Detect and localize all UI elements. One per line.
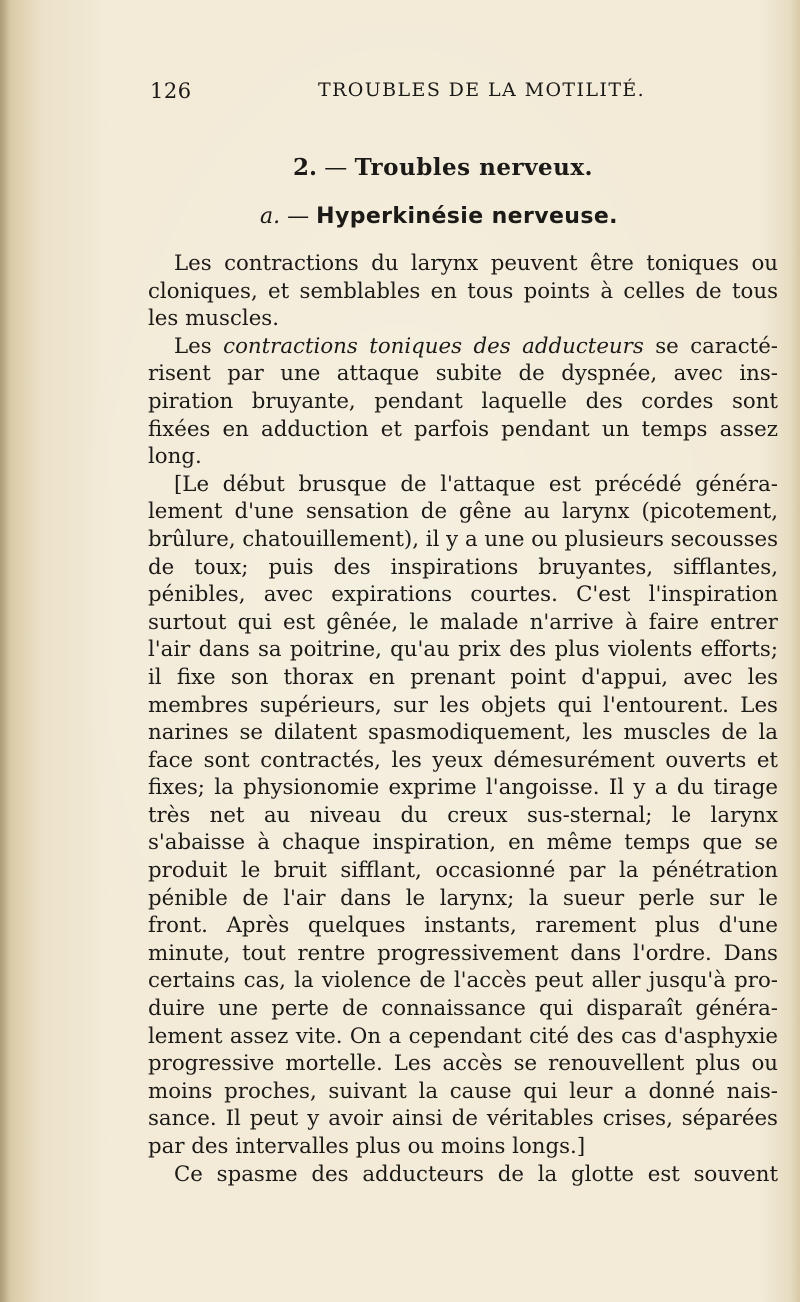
text-line: pénibles, avec expirations courtes. C'est l'inspiration	[148, 582, 778, 608]
subsection-heading	[0, 204, 800, 229]
text-line: les muscles.	[148, 306, 279, 332]
text-line: lement d'une sensation de gêne au larynx (picotement,	[148, 499, 778, 525]
text-line: progressive mortelle. Les accès se renouvellent plus ou	[148, 1051, 778, 1077]
text-line: brûlure, chatouillement), il y a une ou plusieurs secousses	[148, 526, 779, 552]
text-line: risent par une attaque subite de dyspnée, avec ins-	[148, 361, 778, 387]
text-run: Les	[174, 333, 224, 359]
text-line: surtout qui est gênée, le malade n'arrive à faire entrer	[148, 609, 778, 635]
text-line: lement assez vite. On a cependant cité des cas d'asphyxie	[148, 1023, 778, 1049]
running-head	[150, 79, 762, 109]
text-line: duire une perte de connaissance qui disparaît généra-	[148, 996, 778, 1022]
section-title: Troubles nerveux.	[354, 154, 594, 181]
text-line: [Le début brusque de l'attaque est précédé généra-	[174, 471, 778, 497]
body-text	[148, 250, 778, 1188]
text-line: moins proches, suivant la cause qui leur a donné nais-	[148, 1078, 778, 1104]
text-line: très net au niveau du creux sus-sternal; le larynx	[148, 802, 778, 828]
text-line: face sont contractés, les yeux démesurément ouverts et	[148, 747, 778, 773]
text-line: front. Après quelques instants, rarement plus d'une	[148, 913, 778, 939]
running-title: TROUBLES DE LA MOTILITÉ.	[318, 79, 646, 101]
text-line: minute, tout rentre progressivement dans l'ordre. Dans	[148, 940, 778, 966]
text-line-with-emphasis	[148, 333, 778, 361]
page-number: 126	[150, 79, 192, 103]
text-line: fixes; la physionomie exprime l'angoisse. Il y a du tirage	[148, 775, 778, 801]
page-gutter-shadow	[0, 0, 10, 1302]
text-line: Ce spasme des adducteurs de la glotte est souvent	[174, 1161, 778, 1187]
text-line: piration bruyante, pendant laquelle des cordes sont	[148, 388, 778, 414]
text-line: cloniques, et semblables en tous points à celles de tous	[148, 278, 778, 304]
subsection-title: Hyperkinésie nerveuse.	[316, 204, 618, 229]
subsection-letter: a.	[260, 204, 281, 229]
text-line: l'air dans sa poitrine, qu'au prix des plus violents efforts;	[148, 637, 778, 663]
text-line: il fixe son thorax en prenant point d'appui, avec les	[148, 664, 778, 690]
italic-phrase: contractions toniques des adducteurs	[223, 333, 644, 359]
section-heading	[0, 154, 800, 181]
text-line: long.	[148, 444, 202, 470]
text-line: Les contractions du larynx peuvent être toniques ou	[174, 251, 778, 276]
text-line: fixées en adduction et parfois pendant un temps assez	[148, 416, 778, 442]
text-line: par des intervalles plus ou moins longs.]	[148, 1134, 586, 1159]
text-line: de toux; puis des inspirations bruyantes, sifflantes,	[148, 554, 778, 580]
text-line: membres supérieurs, sur les objets qui l'entourent. Les	[148, 692, 778, 718]
text-line: produit le bruit sifflant, occasionné par la pénétration	[148, 858, 778, 884]
text-line: s'abaisse à chaque inspiration, en même temps que se	[148, 830, 778, 856]
subsection-dash: —	[287, 204, 310, 229]
text-run: se caracté-	[643, 333, 778, 359]
section-number: 2.	[292, 154, 317, 181]
text-line: narines se dilatent spasmodiquement, les muscles de la	[148, 720, 778, 746]
text-line: pénible de l'air dans le larynx; la sueur perle sur le	[148, 885, 778, 911]
section-dash: —	[324, 155, 348, 181]
text-line: sance. Il peut y avoir ainsi de véritables crises, séparées	[148, 1106, 778, 1132]
text-line: certains cas, la violence de l'accès peut aller jusqu'à pro-	[148, 968, 778, 994]
